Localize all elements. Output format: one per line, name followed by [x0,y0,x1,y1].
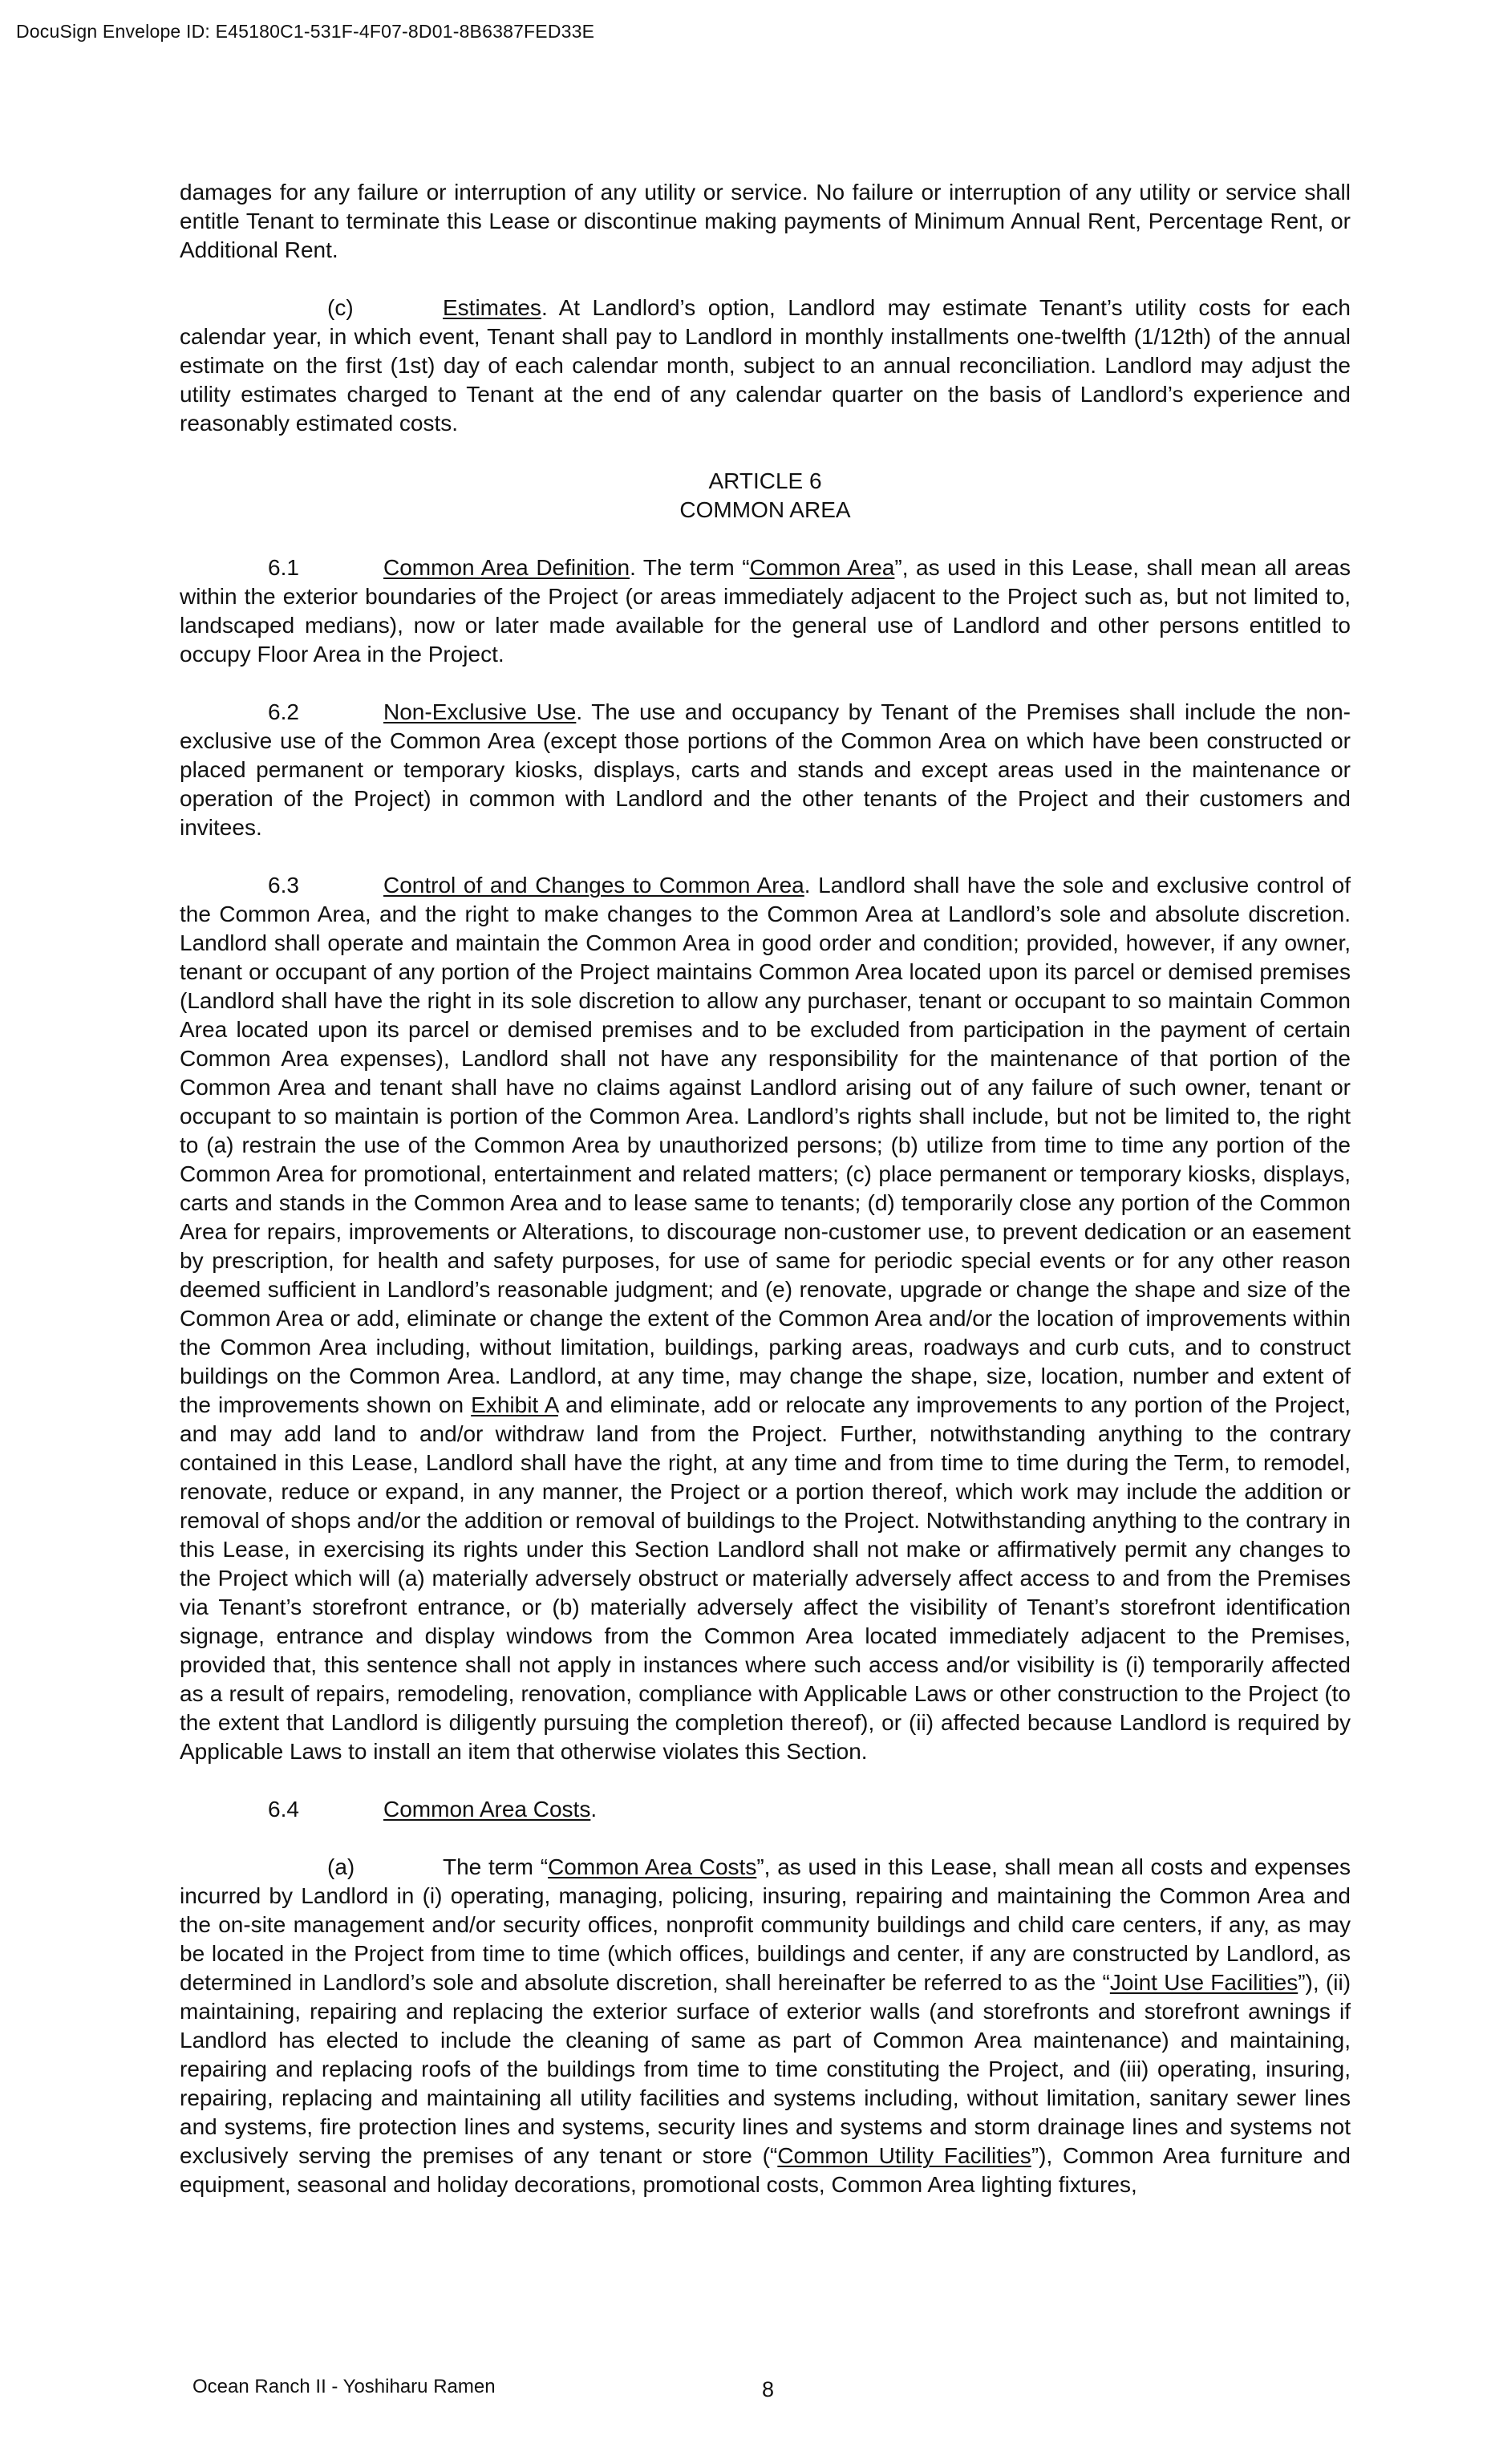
section-6-4-a-text-c: ”), (ii) maintaining, repairing and replacing the exterior surface of exterior walls (and storefronts and storefront awnings if Landlord has elected to include the cleaning of same as part of Common Area maintenance) and maintaining, repairing and replacing roofs of the buildings from time to time constituting the Project, and (iii) operating, insuring, repairing, replacing and maintaining all utility facilities and systems including, without limitation, sanitary sewer lines and systems, fire protection lines and systems, security lines and systems and storm drainage lines and systems not exclusively serving the premises of any tenant or store (“ [180,1970,1351,2168]
section-6-4-a-text-d: ”), Common Area furniture and equipment, seasonal and holiday decorations, promotional costs, Common Area lighting fixtures, [180,2143,1351,2197]
defined-term-common-utility-facilities: Common Utility Facilities [777,2143,1031,2168]
section-6-2 [180,698,1351,842]
section-6-3-text-a: . Landlord shall have the sole and exclusive control of the Common Area, and the right to make changes to the Common Area at Landlord’s sole and absolute discretion. Landlord shall operate and maintain the Common Area in good order and condition; provided, however, if any owner, tenant or occupant of any portion of the Project maintains Common Area located upon its parcel or demised premises (Landlord shall have the right in its sole discretion to allow any purchaser, tenant or occupant to so maintain Common Area located upon its parcel or demised premises and to be excluded from participation in the payment of certain Common Area expenses), Landlord shall not have any responsibility for the maintenance of that portion of the Common Area and tenant shall have no claims against Landlord arising out of any failure of such owner, tenant or occupant to so maintain is portion of the Common Area. Landlord’s rights shall include, but not be limited to, the right to (a) restrain the use of the Common Area by unauthorized persons; (b) utilize from time to time any portion of the Common Area for promotional, entertainment and related matters; (c) place permanent or temporary kiosks, displays, carts and stands in the Common Area and to lease same to tenants; (d) temporarily close any portion of the Common Area for repairs, improvements or Alterations, to discourage non-customer use, to prevent dedication or an easement by prescription, for health and safety purposes, for use of same for periodic special events or for any other reason deemed sufficient in Landlord’s reasonable judgment; and (e) renovate, upgrade or change the shape and size of the Common Area or add, eliminate or change the extent of the Common Area and/or the location of improvements within the Common Area including, without limitation, buildings, parking areas, roadways and curb cuts, and to construct buildings on the Common Area. Landlord, at any time, may change the shape, size, location, number and extent of the improvements shown on [180,873,1351,1417]
article-number: ARTICLE 6 [708,468,822,493]
section-6-4-number: 6.4 [268,1797,299,1822]
section-c-number: (c) [327,295,354,320]
section-6-3-title: Control of and Changes to Common Area [383,873,804,898]
section-6-4-a-text-b: ”, as used in this Lease, shall mean all costs and expenses incurred by Landlord in (i) operating, managing, policing, insuring, repairing and maintaining the Common Area and the on-site management and/or security offices, nonprofit community buildings and child care centers, if any, as may be located in the Project from time to time (which offices, buildings and center, if any are constructed by Landlord, as determined in Landlord’s sole and absolute discretion, shall hereinafter be referred to as the “ [180,1854,1351,1995]
docusign-envelope-id: DocuSign Envelope ID: E45180C1-531F-4F07-8D01-8B6387FED33E [16,21,595,42]
footer-document-title: Ocean Ranch II - Yoshiharu Ramen [192,2376,496,2397]
section-6-4-a-number: (a) [327,1854,355,1879]
section-6-4-a-text-a: The term “ [443,1854,549,1879]
section-6-4-a [180,1853,1351,2199]
section-6-3-number: 6.3 [268,873,299,898]
exhibit-a-reference: Exhibit A [471,1392,558,1417]
defined-term-joint-use-facilities: Joint Use Facilities [1109,1970,1299,1995]
article-title: COMMON AREA [679,497,851,522]
document-body [180,178,1351,2199]
section-6-2-text: . The use and occupancy by Tenant of the Premises shall include the non-exclusive use of the Common Area (except those portions of the Common Area on which have been constructed or placed permanent or temporary kiosks, displays, carts and stands and except areas used in the maintenance or operation of the Project) in common with Landlord and the other tenants of the Project and their customers and invitees. [180,699,1351,840]
section-6-1-text-a: . The term “ [630,555,750,580]
section-6-2-title: Non-Exclusive Use [383,699,577,724]
section-6-1-title: Common Area Definition [383,555,630,580]
section-6-4-title: Common Area Costs [383,1797,591,1822]
continuation-paragraph [180,178,1351,265]
defined-term-common-area-costs: Common Area Costs [548,1854,757,1879]
section-6-1-number: 6.1 [268,555,299,580]
section-c-estimates [180,294,1351,438]
section-6-1 [180,553,1351,669]
section-6-1-defined-term: Common Area [749,555,895,580]
section-c-title: Estimates [443,295,541,320]
section-c-text: . At Landlord’s option, Landlord may estimate Tenant’s utility costs for each calendar year, in which event, Tenant shall pay to Landlord in monthly installments one-twelfth (1/12th) of the annual estimate on the first (1st) day of each calendar month, subject to an annual reconciliation. Landlord may adjust the utility estimates charged to Tenant at the end of any calendar quarter on the basis of Landlord’s experience and reasonably estimated costs. [180,295,1351,436]
section-6-3-text-b: and eliminate, add or relocate any improvements to any portion of the Project, and may add land to and/or withdraw land from the Project. Further, notwithstanding anything to the contrary contained in this Lease, Landlord shall have the right, at any time and from time to time during the Term, to remodel, renovate, reduce or expand, in any manner, the Project or a portion thereof, which work may include the addition or removal of shops and/or the addition or removal of buildings to the Project. Notwithstanding anything to the contrary in this Lease, in exercising its rights under this Section Landlord shall not make or affirmatively permit any changes to the Project which will (a) materially adversely obstruct or materially adversely affect access to and from the Premises via Tenant’s storefront entrance, or (b) materially adversely affect the visibility of Tenant’s storefront identification signage, entrance and display windows from the Common Area located immediately adjacent to the Premises, provided that, this sentence shall not apply in instances where such access and/or visibility is (i) temporarily affected as a result of repairs, remodeling, renovation, compliance with Applicable Laws or other construction to the Project (to the extent that Landlord is diligently pursuing the completion thereof), or (ii) affected because Landlord is required by Applicable Laws to install an item that otherwise violates this Section. [180,1392,1351,1764]
section-6-4-title-end: . [590,1797,598,1822]
section-6-1-text-b: ”, as used in this Lease, shall mean all areas within the exterior boundaries of the Project (or areas immediately adjacent to the Project such as, but not limited to, landscaped medians), now or later made available for the general use of Landlord and other persons entitled to occupy Floor Area in the Project. [180,555,1351,667]
continuation-text: damages for any failure or interruption of any utility or service. No failure or interruption of any utility or service shall entitle Tenant to terminate this Lease or discontinue making payments of Minimum Annual Rent, Percentage Rent, or Additional Rent. [180,180,1351,262]
section-6-3 [180,871,1351,1766]
section-6-4 [180,1795,1351,1824]
article-heading [180,467,1351,525]
page-number: 8 [762,2377,775,2401]
section-6-2-number: 6.2 [268,699,299,724]
